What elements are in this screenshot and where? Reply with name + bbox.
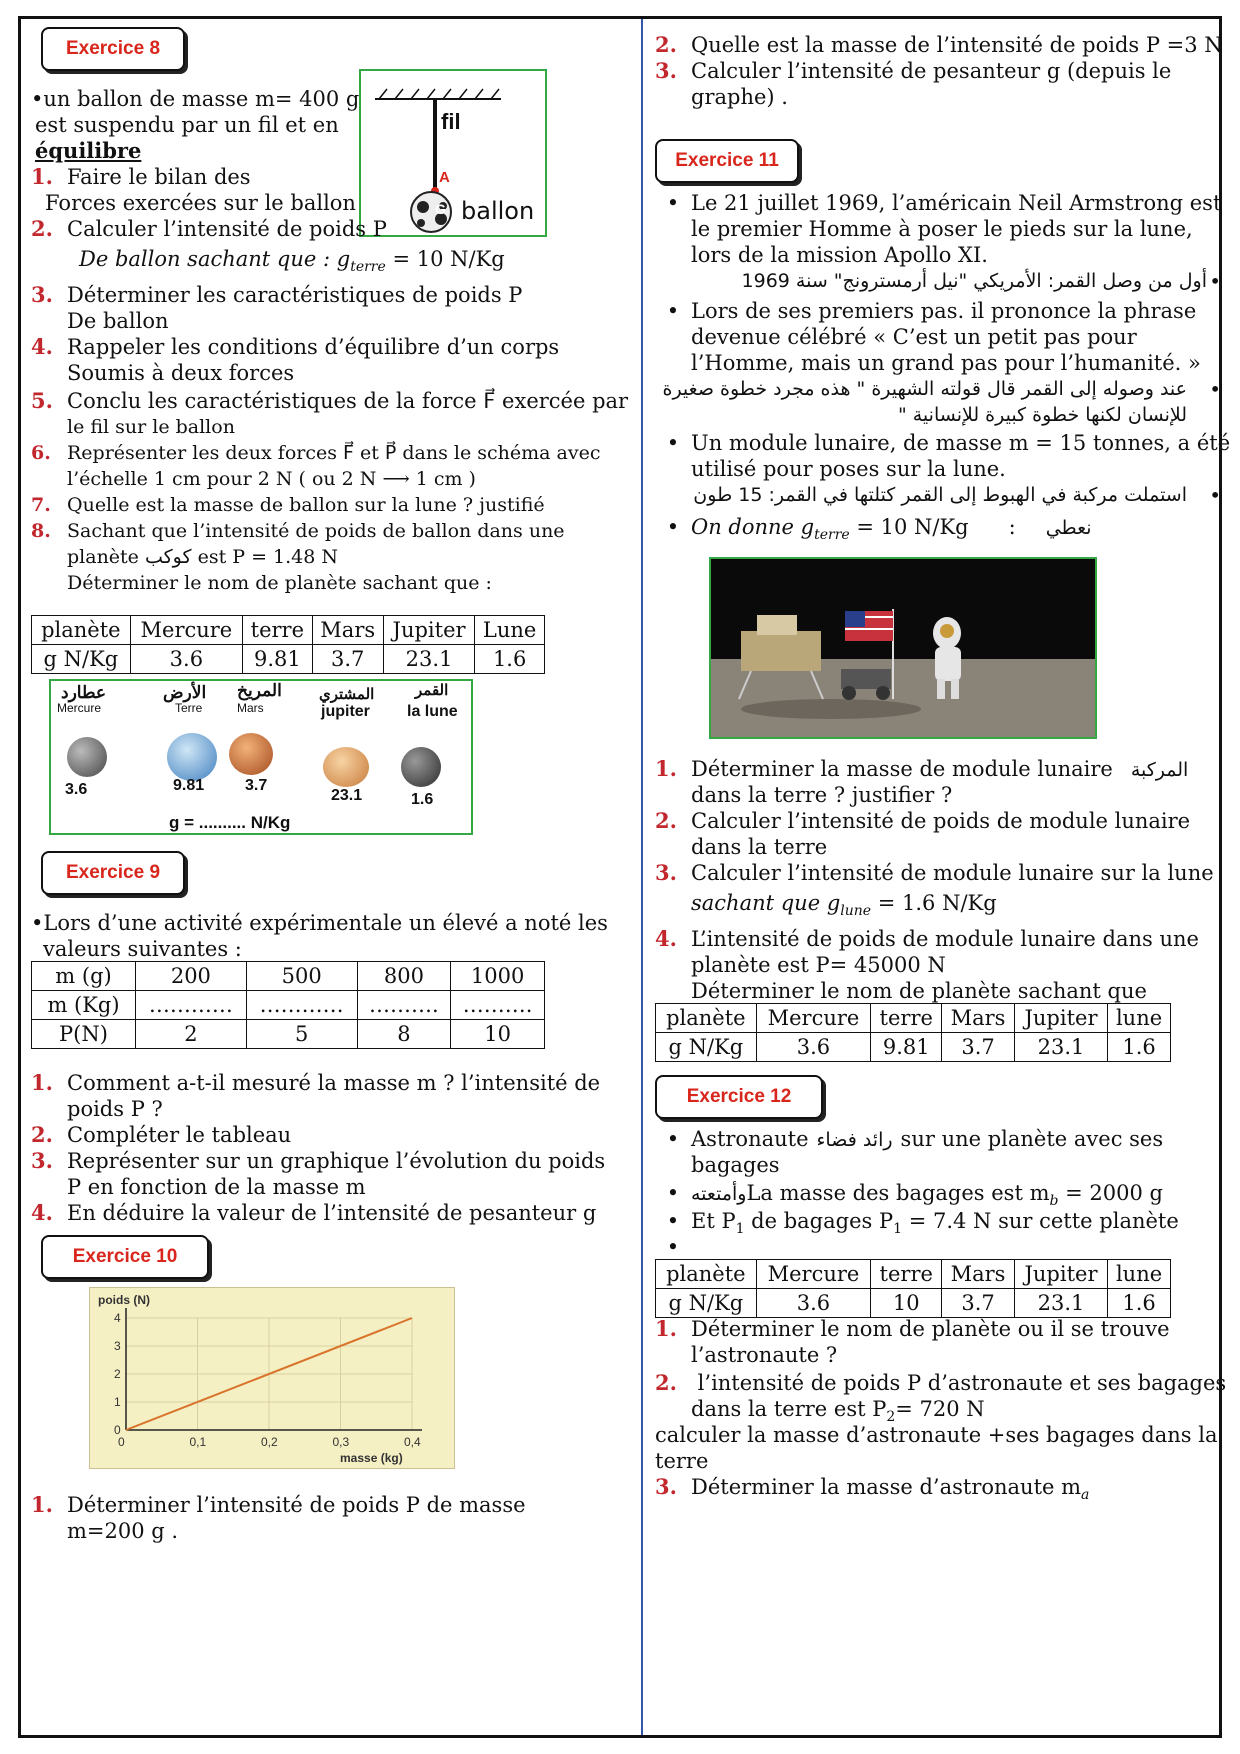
table-cell: Jupiter [383, 616, 474, 645]
table-cell: lune [1108, 1004, 1171, 1033]
apollo-photo [709, 557, 1097, 739]
ex12-b2-ar: وأمتعته [691, 1183, 747, 1205]
ex8-q2-a: Calculer l’intensité de poids P [67, 217, 387, 241]
q-number: 3. [655, 58, 677, 83]
ex8-q6-b: l’échelle 1 cm pour 2 N ( ou 2 N ⟶ 1 cm ) [67, 468, 476, 490]
y-axis-label: poids (N) [98, 1293, 150, 1307]
table-cell: 9.81 [871, 1033, 942, 1062]
ex11-ar-2b: للإنسان لكنها خطوة كبيرة للإنسانية " [897, 404, 1187, 426]
table-cell: Lune [475, 616, 545, 645]
table-cell: g N/Kg [32, 645, 131, 674]
exercise-9-title: Exercice 9 [41, 851, 185, 895]
ex11-q3-sub: lune [840, 903, 872, 920]
q-number: 4. [31, 334, 53, 359]
ex8-q1-b: Forces exercées sur le ballon [45, 191, 356, 215]
table-cell: 1.6 [1108, 1289, 1171, 1318]
weight-mass-chart [89, 1287, 455, 1469]
table-cell: 3.6 [756, 1033, 871, 1062]
table-header-row [32, 616, 545, 645]
ex11-gravity-table [655, 1003, 1171, 1062]
bullet: • [666, 191, 680, 215]
y-tick-label: 2 [114, 1367, 121, 1381]
ex8-q4-b: Soumis à deux forces [67, 361, 295, 385]
table-cell: 1000 [451, 962, 545, 991]
ex10-q1-b: m=200 g . [67, 1519, 179, 1543]
ex11-b2-3: l’Homme, mais un grand pas pour l’humanité. » [691, 351, 1201, 375]
x-tick-label: 0,3 [332, 1435, 350, 1449]
ex11-q1-b: dans la terre ? justifier ? [691, 783, 953, 807]
ex11-q1-a: Déterminer la masse de module lunaire [691, 757, 1113, 781]
table-cell: 8 [357, 1020, 451, 1049]
bullet: • [1209, 377, 1221, 401]
ex12-q1-b: l’astronaute ? [691, 1343, 838, 1367]
planet-fr-label: Mars [237, 701, 264, 715]
ex11-b3-2: utilisé pour poses sur la lune. [691, 457, 1006, 481]
table-cell: 500 [246, 962, 357, 991]
x-tick-label: 0,2 [261, 1435, 278, 1449]
moon-icon [401, 747, 441, 787]
table-cell: Mercure [756, 1260, 871, 1289]
ex8-q5-a: Conclu les caractéristiques de la force F⃗ exercée par [67, 389, 629, 413]
ex11-b2-1: Lors de ses premiers pas. il prononce la phrase [691, 299, 1197, 323]
ex11-q1-ar: المركبة [1130, 759, 1189, 781]
ex11-q4-b: planète est P= 45000 N [691, 953, 946, 977]
table-cell: ………… [246, 991, 357, 1020]
q-number: 8. [31, 520, 51, 542]
ex12-q2-sub: 2 [886, 1409, 896, 1426]
ex12-q2-a: l’intensité de poids P d’astronaute et ses bagages [691, 1371, 1227, 1395]
planets-illustration [49, 679, 473, 835]
worksheet-page: Exercice 8 •un ballon de masse m= 400 g est suspendu par un fil et en équilibre fil A G ballon 1. Faire le bilan des Forces exercées sur le ballon 2. Calculer l’intensité de poids P De ballon sachant que : $g_{terre} = 10$ N/Kg 3. Déterminer les caractéristiques de poids P De ballon 4. Rappeler les conditions d’équilibre d’un corps Soumis à deux forces 5. Conclu les caractéristiques de la force F⃗ exercée par le fil sur le ballon 6. Représenter les deux forces F⃗ et P⃗ dans le schéma avec l’échelle 1 cm pour 2 N ( ou 2 N ⟶ 1 cm ) 7. Quelle est la masse de ballon sur la lune ? justifié 8. Sachant que l’intensité de poids de ballon dans une planète كوكب est P = 1.48 N Déterminer le nom de planète sachant que : planète Mercure terre Mars Jupiter Lune g N/Kg 3.6 9.81 3.7 23.1 1.6 عطارد Mercure 3.6 الأرض Terre 9.81 المريخ Mars 3.7 المشتري jupiter 23.1 القمر la lune 1.6 g = .......... N/Kg Exercice 9 •Lors d’une activité expérimentale un élevé a noté les valeurs suivantes : m (g) 200 500 800 1000 m (Kg) ………… ………… ………. ………. P(N) 2 5 8 10 1. Comment a-t-il mesuré la masse m ? l’intensité de poids P ? 2. Compléter le tableau 3. Représenter sur un graphique l’évolution du poids P en fonction de la masse m 4. En déduire la valeur de l’intensité de pesanteur g Exercice 10 0 0,1 0,2 0,3 0,4 0 1 2 3 4 poids (N) masse (kg) 1. Déterminer l’intensité de poids P de masse m=200 g . 2. Quelle est la masse de l’intensité de poids P =3 N 3. Calculer l’intensité de pesanteur g (depuis le graphe) . Exercice 11 • Le 21 juillet 1969, l’américain Neil Armstrong est le premier Homme à poser le pieds sur la lune, lors de la mission Apollo XI. أول من وصل القمر: الأمريكي "نيل أرمسترونج" سنة 1969 • • Lors de ses premiers pas. il prononce la phrase devenue célébré « C’est un petit pas pour l’Homme, mais un grand pas pour l’humanité. » عند وصوله إلى القمر قال قولته الشهيرة " هذه مجرد خطوة صغيرة • للإنسان لكنها خطوة كبيرة للإنسانية " • Un module lunaire, de masse m = 15 tonnes, a été utilisé pour poses sur la lune. استملت مركبة في الهبوط إلى القمر كتلتها في القمر: 15 طون • • On donne $g_{terre} = 10$ N/Kg : نعطي 1. Déterminer la masse de module lunaire المركبة dans la terre ? justifier ? 2. Calculer l’intensité de poids de module lunaire dans la terre 3. Calculer l’intensité de module lunaire sur la lune sachant que $g_{lune} = 1.6$ N/Kg 4. L’intensité de poids de module lunaire dans une planète est P= 45000 N Déterminer le nom de planète sachant que planète Mercure terre Mars Jupiter lune g N/Kg 3.6 9.81 3.7 23.1 1.6 Exercice 12 • Astronaute رائد فضاء sur une planète avec ses bagages • وأمتعتهLa masse des bagages est $m_b = 2000$ g • Et $P_1$ de bagages $P_1 = 7.4$ N sur cette planète • planète Mercure terre Mars Jupiter lune g N/Kg 3.6 10 3.7 23.1 1.6 1. Déterminer le nom de planète ou il se trouve l’astronaute ? 2. l’intensité de poids P d’astronaute et ses bagages dans la terre est $P_2= 720$ N calculer la masse d’astronaute +ses bagages dans la terre 3. Déterminer la masse d’astronaute $m_a$ [18, 16, 1222, 1738]
ex8-q5-b: le fil sur le ballon [67, 416, 235, 438]
planet-fr-label: Mercure [57, 701, 102, 715]
ex10-q3-b: graphe) . [691, 85, 788, 109]
ex9-q3-b: P en fonction de la masse m [67, 1175, 366, 1199]
table-row [32, 1020, 545, 1049]
exercise-12-title: Exercice 12 [655, 1075, 823, 1119]
table-cell: ………… [136, 991, 247, 1020]
y-tick-label: 1 [114, 1395, 121, 1409]
x-tick-label: 0,1 [189, 1435, 207, 1449]
ex11-q3-c: = 1.6 N/Kg [871, 891, 997, 915]
jupiter-icon [323, 747, 369, 787]
ex9-q1-b: poids P ? [67, 1097, 163, 1121]
ex12-b2-sub: b [1049, 1193, 1059, 1210]
point-g-label: G [435, 201, 446, 217]
point-a-label: A [439, 169, 450, 186]
ex9-q3-a: Représenter sur un graphique l’évolution du poids [67, 1149, 606, 1173]
ballon-label: ballon [461, 197, 535, 225]
ex12-gravity-table [655, 1259, 1171, 1318]
planet-value: 9.81 [173, 777, 205, 794]
q-number: 2. [655, 1370, 677, 1395]
ex8-q4-a: Rappeler les conditions d’équilibre d’un corps [67, 335, 560, 359]
x-axis-label: masse (kg) [340, 1451, 403, 1465]
ex12-b1-ar: رائد فضاء [816, 1129, 893, 1151]
fil-label: fil [441, 109, 461, 134]
table-header-row [656, 1260, 1171, 1289]
q-number: 5. [31, 388, 53, 413]
table-cell: planète [656, 1260, 757, 1289]
ex8-q3-a: Déterminer les caractéristiques de poids P [67, 283, 523, 307]
table-cell: terre [871, 1004, 942, 1033]
ex12-b1-b: sur une planète avec ses [900, 1127, 1164, 1151]
ex11-q3-b: sachant que g [691, 891, 841, 915]
q-number: 4. [655, 926, 677, 951]
bullet: • [666, 515, 680, 539]
q-number: 2. [655, 32, 677, 57]
table-cell: terre [243, 616, 313, 645]
ex11-b1-1: Le 21 juillet 1969, l’américain Neil Armstrong est [691, 191, 1222, 215]
table-cell: 3.7 [942, 1033, 1015, 1062]
ex8-q3-b: De ballon [67, 309, 169, 333]
ex11-b4-ar: نعطي [1045, 517, 1092, 539]
ex12-b3-b: de bagages P [744, 1209, 894, 1233]
ex11-b4-sub: terre [814, 527, 850, 544]
table-row [656, 1289, 1171, 1318]
table-cell: Mercure [756, 1004, 871, 1033]
ex11-q4-c: Déterminer le nom de planète sachant que [691, 979, 1147, 1003]
q-number: 2. [655, 808, 677, 833]
ex8-intro-2: est suspendu par un fil et en [35, 113, 339, 137]
table-header-row [656, 1004, 1171, 1033]
table-cell: 200 [136, 962, 247, 991]
planet-value: 23.1 [331, 787, 363, 804]
q-number: 7. [31, 494, 51, 516]
planet-fr-label: jupiter [321, 703, 370, 720]
table-row [32, 991, 545, 1020]
planet-fr-label: la lune [407, 703, 458, 720]
mercury-icon [67, 737, 107, 777]
ex12-b3-c: = 7.4 N sur cette planète [902, 1209, 1179, 1233]
table-cell: Mars [312, 616, 383, 645]
ex12-b2-b: = 2000 g [1058, 1181, 1163, 1205]
ex9-q1-a: Comment a-t-il mesuré la masse m ? l’intensité de [67, 1071, 601, 1095]
ex12-b3-sub: 1 [735, 1221, 745, 1238]
table-cell: Mercure [130, 616, 242, 645]
ex11-q3-a: Calculer l’intensité de module lunaire sur la lune [691, 861, 1214, 885]
q-number: 3. [655, 860, 677, 885]
ex12-q2-b: dans la terre est P [691, 1397, 887, 1421]
ex11-b4-b: = 10 N/Kg [849, 515, 969, 539]
ex12-q1-a: Déterminer le nom de planète ou il se trouve [691, 1317, 1170, 1341]
ex11-ar-3: استملت مركبة في الهبوط إلى القمر كتلتها في القمر: 15 طون [693, 484, 1187, 506]
q-number: 6. [31, 442, 51, 464]
bullet: • [1209, 269, 1221, 293]
q-number: 1. [655, 756, 677, 781]
ex11-ar-2a: عند وصوله إلى القمر قال قولته الشهيرة " هذه مجرد خطوة صغيرة [662, 378, 1187, 400]
bullet: • [666, 1181, 680, 1205]
table-cell: P(N) [32, 1020, 136, 1049]
q-number: 3. [655, 1474, 677, 1499]
ex11-b1-2: le premier Homme à poser le pieds sur la lune, [691, 217, 1193, 241]
earth-icon [167, 733, 217, 781]
table-row [32, 645, 545, 674]
ex12-mid-2: terre [655, 1449, 709, 1473]
table-cell: g N/Kg [656, 1289, 757, 1318]
ex8-q7-a: Quelle est la masse de ballon sur la lune ? justifié [67, 494, 545, 516]
table-cell: lune [1108, 1260, 1171, 1289]
ex12-mid-1: calculer la masse d’astronaute +ses bagages dans la [655, 1423, 1218, 1447]
ex12-b1-a: Astronaute [691, 1127, 809, 1151]
moon-landing-image [711, 559, 1097, 739]
planet-ar-label: عطارد [61, 683, 107, 702]
chart-svg [90, 1288, 456, 1470]
ex11-b3-1: Un module lunaire, de masse m = 15 tonnes, a été [691, 431, 1231, 455]
table-cell: 9.81 [243, 645, 313, 674]
x-tick-label: 0,4 [404, 1435, 421, 1449]
y-tick-label: 4 [114, 1311, 121, 1325]
ex12-q2-c: = 720 N [895, 1397, 985, 1421]
ex8-q6-a: Représenter les deux forces F⃗ et P⃗ dans le schéma avec [67, 442, 601, 464]
ex9-mass-weight-table [31, 961, 545, 1049]
table-cell: 3.7 [312, 645, 383, 674]
ex11-ar-1: أول من وصل القمر: الأمريكي "نيل أرمسترونج" سنة 1969 [741, 270, 1207, 292]
table-cell: 23.1 [1014, 1289, 1107, 1318]
planet-value: 3.7 [245, 777, 268, 794]
ex9-q4-a: En déduire la valeur de l’intensité de pesanteur g [67, 1201, 597, 1225]
exercise-8-title: Exercice 8 [41, 27, 185, 71]
ex11-q2-a: Calculer l’intensité de poids de module lunaire [691, 809, 1191, 833]
table-cell: 3.6 [130, 645, 242, 674]
table-cell: planète [656, 1004, 757, 1033]
table-cell: planète [32, 616, 131, 645]
ball-figure [359, 69, 547, 237]
table-cell: Jupiter [1014, 1004, 1107, 1033]
planet-ar-label: المريخ [237, 681, 282, 700]
x-tick-label: 0 [118, 1435, 125, 1449]
ex8-q2-b: De ballon sachant que : g [79, 247, 351, 271]
table-cell: 10 [871, 1289, 942, 1318]
table-cell: ………. [451, 991, 545, 1020]
planet-ar-label: المشتري [319, 686, 375, 703]
table-cell: g N/Kg [656, 1033, 757, 1062]
bullet: • [666, 1209, 680, 1233]
bullet: • [666, 299, 680, 323]
table-row [32, 962, 545, 991]
planet-ar-label: الأرض [163, 683, 207, 702]
table-cell: Mars [942, 1004, 1015, 1033]
table-cell: 23.1 [1014, 1033, 1107, 1062]
exercise-10-title: Exercice 10 [41, 1235, 209, 1279]
y-tick-label: 3 [114, 1339, 121, 1353]
ex8-q1-a: Faire le bilan des [67, 165, 251, 189]
table-cell: 3.7 [942, 1289, 1015, 1318]
q-number: 3. [31, 282, 53, 307]
ex10-q1-a: Déterminer l’intensité de poids P de masse [67, 1493, 526, 1517]
bullet: • [666, 1235, 680, 1259]
table-cell: m (Kg) [32, 991, 136, 1020]
ex9-q2-a: Compléter le tableau [67, 1123, 292, 1147]
ex8-intro-1: •un ballon de masse m= 400 g [31, 87, 360, 111]
planets-caption: g = .......... N/Kg [169, 813, 291, 832]
ex8-q2-c: = 10 N/Kg [385, 247, 505, 271]
ex8-q8-b: planète كوكب est P = 1.48 N [67, 546, 339, 568]
ex12-q3-a: Déterminer la masse d’astronaute m [691, 1475, 1082, 1499]
ex9-intro-2: valeurs suivantes : [43, 937, 242, 961]
q-number: 1. [31, 164, 53, 189]
q-number: 1. [31, 1070, 53, 1095]
table-cell: 1.6 [475, 645, 545, 674]
table-cell: 3.6 [756, 1289, 871, 1318]
ex8-q2-sub: terre [350, 259, 386, 276]
q-number: 2. [31, 1122, 53, 1147]
table-cell: 5 [246, 1020, 357, 1049]
ex11-q4-a: L’intensité de poids de module lunaire dans une [691, 927, 1199, 951]
bullet: • [1209, 483, 1221, 507]
ex9-intro-1: •Lors d’une activité expérimentale un élevé a noté les [31, 911, 608, 935]
table-cell: m (g) [32, 962, 136, 991]
ex12-b1-c: bagages [691, 1153, 780, 1177]
bullet: • [666, 431, 680, 455]
ex11-b4-a: On donne g [691, 515, 815, 539]
q-number: 3. [31, 1148, 53, 1173]
mars-icon [229, 733, 273, 775]
table-row [656, 1033, 1171, 1062]
ex8-q8-c: Déterminer le nom de planète sachant que : [67, 572, 492, 594]
q-number: 1. [655, 1316, 677, 1341]
table-cell: 800 [357, 962, 451, 991]
table-cell: Jupiter [1014, 1260, 1107, 1289]
exercise-11-title: Exercice 11 [655, 139, 799, 183]
ex8-gravity-table [31, 615, 545, 674]
ex8-q8-a: Sachant que l’intensité de poids de ballon dans une [67, 520, 565, 542]
ex11-b1-3: lors de la mission Apollo XI. [691, 243, 988, 267]
ex10-q3-a: Calculer l’intensité de pesanteur g (depuis le [691, 59, 1172, 83]
table-cell: 2 [136, 1020, 247, 1049]
ex12-q3-sub: a [1081, 1487, 1090, 1504]
table-cell: ………. [357, 991, 451, 1020]
ex10-q2-a: Quelle est la masse de l’intensité de poids P =3 N [691, 33, 1223, 57]
planet-ar-label: القمر [415, 682, 449, 699]
column-divider [641, 19, 643, 1735]
planet-value: 3.6 [65, 781, 88, 798]
table-cell: 23.1 [383, 645, 474, 674]
ex8-intro-3: équilibre [35, 138, 142, 163]
table-cell: 1.6 [1108, 1033, 1171, 1062]
q-number: 1. [31, 1492, 53, 1517]
bullet: • [666, 1127, 680, 1151]
ex12-b3-sub2: 1 [893, 1221, 903, 1238]
q-number: 2. [31, 216, 53, 241]
ex11-q2-b: dans la terre [691, 835, 828, 859]
q-number: 4. [31, 1200, 53, 1225]
table-cell: Mars [942, 1260, 1015, 1289]
table-cell: terre [871, 1260, 942, 1289]
y-tick-label: 0 [114, 1423, 121, 1437]
planet-value: 1.6 [411, 791, 434, 808]
ex12-b2-a: La masse des bagages est m [746, 1181, 1050, 1205]
ex12-b3-a: Et P [691, 1209, 736, 1233]
table-cell: 10 [451, 1020, 545, 1049]
ex11-b2-2: devenue célébré « C’est un petit pas pour [691, 325, 1137, 349]
planet-fr-label: Terre [175, 701, 203, 715]
